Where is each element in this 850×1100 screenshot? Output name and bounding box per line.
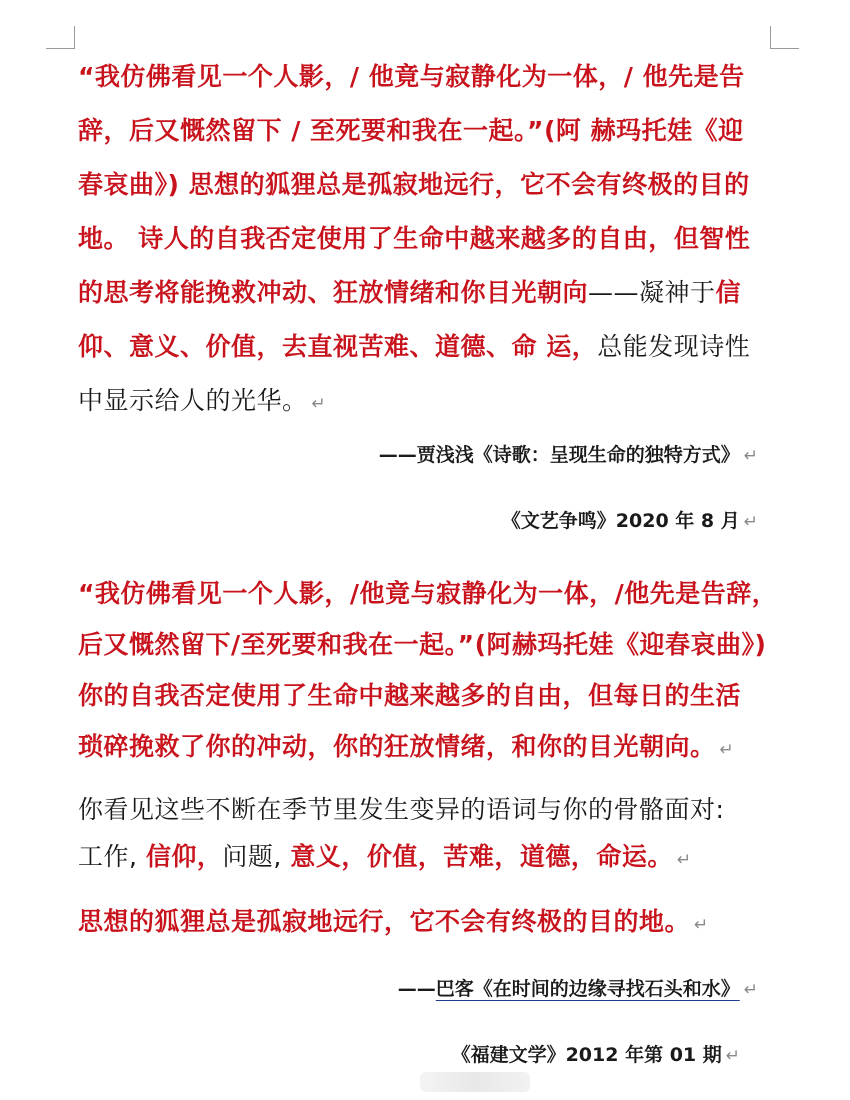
text-run: 地。 诗人的自我否定使用了生命中越来越多的自由，但智性 [78, 224, 751, 253]
text-run: 意义，价值，苦难，道德，命运。 [290, 842, 673, 871]
paragraph-mark: ↵ [725, 1046, 740, 1066]
text-line [78, 898, 778, 949]
paragraph-3 [78, 786, 778, 880]
text-line [78, 568, 778, 619]
text-line [78, 721, 778, 772]
paragraph-mark: ↵ [676, 850, 692, 870]
text-run: 后又慨然留下/至死要和我在一起。”(阿赫玛托娃《迎春哀曲》) [78, 630, 767, 659]
source-title-link[interactable]: 巴客《在时间的边缘寻找石头和水》 [435, 978, 740, 1000]
text-run: 仰、意义、价值，去直视苦难、道德、命 运， [78, 332, 598, 361]
text-run: ——凝神于 [588, 278, 716, 307]
paragraph-mark: ↵ [719, 740, 735, 760]
page-corner-mark-top-left [46, 26, 75, 49]
text-line [78, 320, 778, 374]
page-corner-mark-top-right [770, 26, 799, 49]
source-dash: —— [397, 978, 436, 1000]
text-line [78, 104, 778, 158]
paragraph-mark: ↵ [743, 512, 758, 532]
publication-text: 《文艺争鸣》2020 年 8 月 [501, 510, 740, 532]
source-attribution-1 [379, 440, 758, 467]
text-line [78, 670, 778, 721]
paragraph-mark: ↵ [743, 446, 758, 466]
paragraph-mark: ↵ [694, 915, 709, 935]
text-line [78, 619, 778, 670]
text-line [78, 374, 778, 428]
text-line [78, 50, 778, 104]
text-run: 问题, [222, 842, 291, 871]
text-run: 琐碎挽救了你的冲动，你的狂放情绪，和你的目光朝向。 [78, 732, 716, 761]
text-run: 辞，后又慨然留下 / 至死要和我在一起。”(阿 赫玛托娃《迎 [78, 116, 744, 145]
text-run: 你的自我否定使用了生命中越来越多的自由，但每日的生活 [78, 681, 742, 710]
source-attribution-2 [398, 974, 758, 1001]
watermark-blur [420, 1072, 530, 1092]
text-run: 工作, [78, 842, 146, 871]
text-run: 信仰， [145, 842, 223, 871]
text-line [78, 266, 778, 320]
publication-1 [502, 506, 758, 533]
text-line [78, 212, 778, 266]
source-text: ——贾浅浅《诗歌：呈现生命的独特方式》 [378, 444, 740, 466]
text-run: 思想的狐狸总是孤寂地远行，它不会有终极的目的地。 [78, 907, 691, 936]
text-run: 中显示给人的光华。 [78, 386, 308, 415]
text-line [78, 158, 778, 212]
paragraph-mark: ↵ [311, 394, 327, 414]
text-run: 信 [715, 278, 742, 307]
text-run: “我仿佛看见一个人影，/他竟与寂静化为一体，/他先是告辞， [78, 579, 778, 608]
text-run: 春哀曲》) 思想的狐狸总是孤寂地远行，它不会有终极的目的 [78, 170, 750, 199]
paragraph-1 [78, 50, 778, 428]
text-run: 的思考将能挽救冲动、狂放情绪和你目光朝向 [78, 278, 589, 307]
text-line [78, 833, 778, 880]
publication-2 [452, 1040, 740, 1067]
text-run: “我仿佛看见一个人影，/ 他竟与寂静化为一体，/ 他先是告 [78, 62, 745, 91]
paragraph-mark: ↵ [743, 980, 758, 1000]
text-line [78, 786, 778, 833]
publication-text: 《福建文学》2012 年第 01 期 [451, 1044, 722, 1066]
text-run: 总能发现诗性 [597, 332, 751, 361]
paragraph-2 [78, 568, 778, 772]
paragraph-4 [78, 898, 778, 949]
text-run: 你看见这些不断在季节里发生变异的语词与你的骨骼面对: [78, 795, 725, 824]
